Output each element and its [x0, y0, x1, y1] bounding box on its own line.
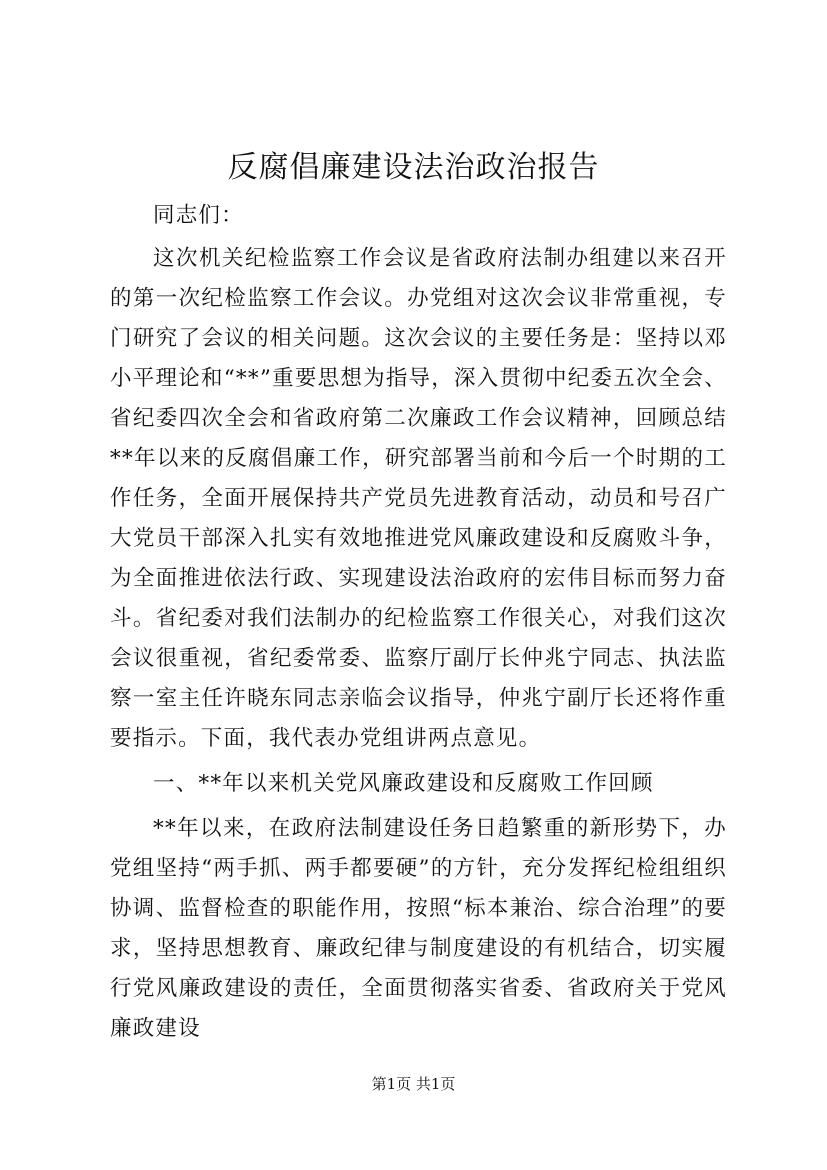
body-paragraph-2: **年以来，在政府法制建设任务日趋繁重的新形势下，办党组坚持“两手抓、两手都要硬”的方针，充分发挥纪检组组织协调、监督检查的职能作用，按照“标本兼治、综合治理”的要求，坚持思想教育、廉政纪律与制度建设的有机结合，切实履行党风廉政建设的责任，全面贯彻落实省委、省政府关于党风廉政建设 [110, 816, 727, 1041]
greeting-paragraph: 同志们： [153, 203, 244, 228]
section-heading: 一、**年以来机关党风廉政建设和反腐败工作回顾 [153, 771, 654, 796]
body-paragraph-1: 这次机关纪检监察工作会议是省政府法制办组建以来召开的第一次纪检监察工作会议。办党组对这次会议非常重视，专门研究了会议的相关问题。这次会议的主要任务是：坚持以邓小平理论和“**”重要思想为指导，深入贯彻中纪委五次全会、省纪委四次全会和省政府第二次廉政工作会议精神，回顾总结**年以来的反腐倡廉工作，研究部署当前和今后一个时期的工作任务，全面开展保持共产党员先进教育活动，动员和号召广大党员干部深入扎实有效地推进党风廉政建设和反腐败斗争，为全面推进依法行政、实现建设法治政府的宏伟目标而努力奋斗。省纪委对我们法制办的纪检监察工作很关心，对我们这次会议很重视，省纪委常委、监察厅副厅长仲兆宁同志、执法监察一室主任许晓东同志亲临会议指导，仲兆宁副厅长还将作重要指示。下面，我代表办党组讲两点意见。 [110, 246, 727, 751]
document-body [110, 196, 727, 1054]
document-title: 反腐倡廉建设法治政治报告 [227, 150, 600, 185]
page-indicator: 第1页 共1页 [371, 1075, 456, 1093]
